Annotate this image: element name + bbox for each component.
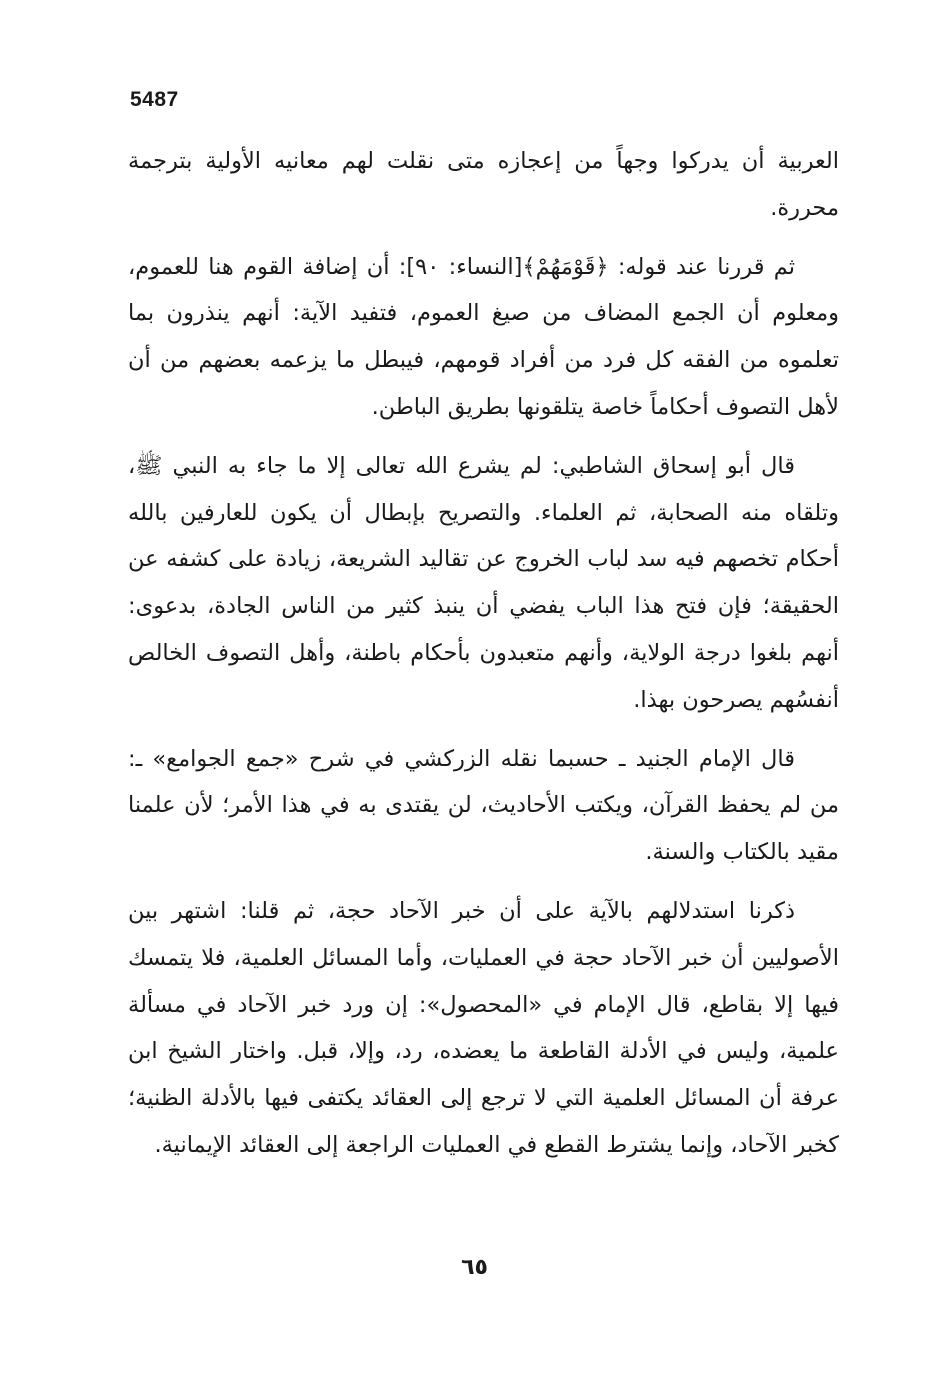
paragraph-ahad: ذكرنا استدلالهم بالآية على أن خبر الآحاد حجة، ثم قلنا: اشتهر بين الأصوليين أن خبر الآحاد حجة في العمليات، وأما المسائل العلمية، فلا يتمسك فيها إلا بقاطع، قال الإمام في «المحصول»: إن ورد خبر الآحاد في مسألة علمية، وليس في الأدلة القاطعة ما يعضده، رد، وإلا، قبل. واختار الشيخ ابن عرفة أن المسائل العلمية التي لا ترجع إلى العقائد يكتفى فيها بالأدلة الظنية؛ كخبر الآحاد، وإنما يشترط القطع في العمليات الراجعة إلى العقائد الإيمانية.	[128, 897, 839, 1158]
paragraph-shatibi: قال أبو إسحاق الشاطبي: لم يشرع الله تعالى إلا ما جاء به النبي ﷺ، وتلقاه منه الصحابة، ثم العلماء. والتصريح بإبطال أن يكون للعارفين بالله أحكام تخصهم فيه سد لباب الخروج عن تقاليد الشريعة، زيادة على كشفه عن الحقيقة؛ فإن فتح هذا الباب يفضي أن ينبذ كثير من الناس الجادة، بدعوى: أنهم بلغوا درجة الولاية، وأنهم متعبدون بأحكام باطنة، وأهل التصوف الخالص أنفسُهم يصرحون بهذا.	[128, 452, 839, 713]
paragraph-junayd: قال الإمام الجنيد ـ حسبما نقله الزركشي في شرح «جمع الجوامع» ـ: من لم يحفظ القرآن، ويكتب الأحاديث، لن يقتدى به في هذا الأمر؛ لأن علمنا مقيد بالكتاب والسنة.	[128, 745, 839, 866]
paragraph-continuation: العربية أن يدركوا وجهاً من إعجازه متى نقلت لهم معانيه الأولية بترجمة محررة.	[128, 148, 839, 221]
page-number: ٦٥	[461, 1255, 488, 1280]
body-text	[128, 138, 839, 1169]
page-id: 5487	[130, 88, 179, 111]
paragraph-qawmahum: ثم قررنا عند قوله: ﴿قَوْمَهُمْ﴾[النساء: ٩٠]: أن إضافة القوم هنا للعموم، ومعلوم أن الجمع المضاف من صيغ العموم، فتفيد الآية: أنهم ينذرون بما تعلموه من الفقه كل فرد من أفراد قومهم، فيبطل ما يزعمه بعضهم من أن لأهل التصوف أحكاماً خاصة يتلقونها بطريق الباطن.	[128, 253, 839, 420]
